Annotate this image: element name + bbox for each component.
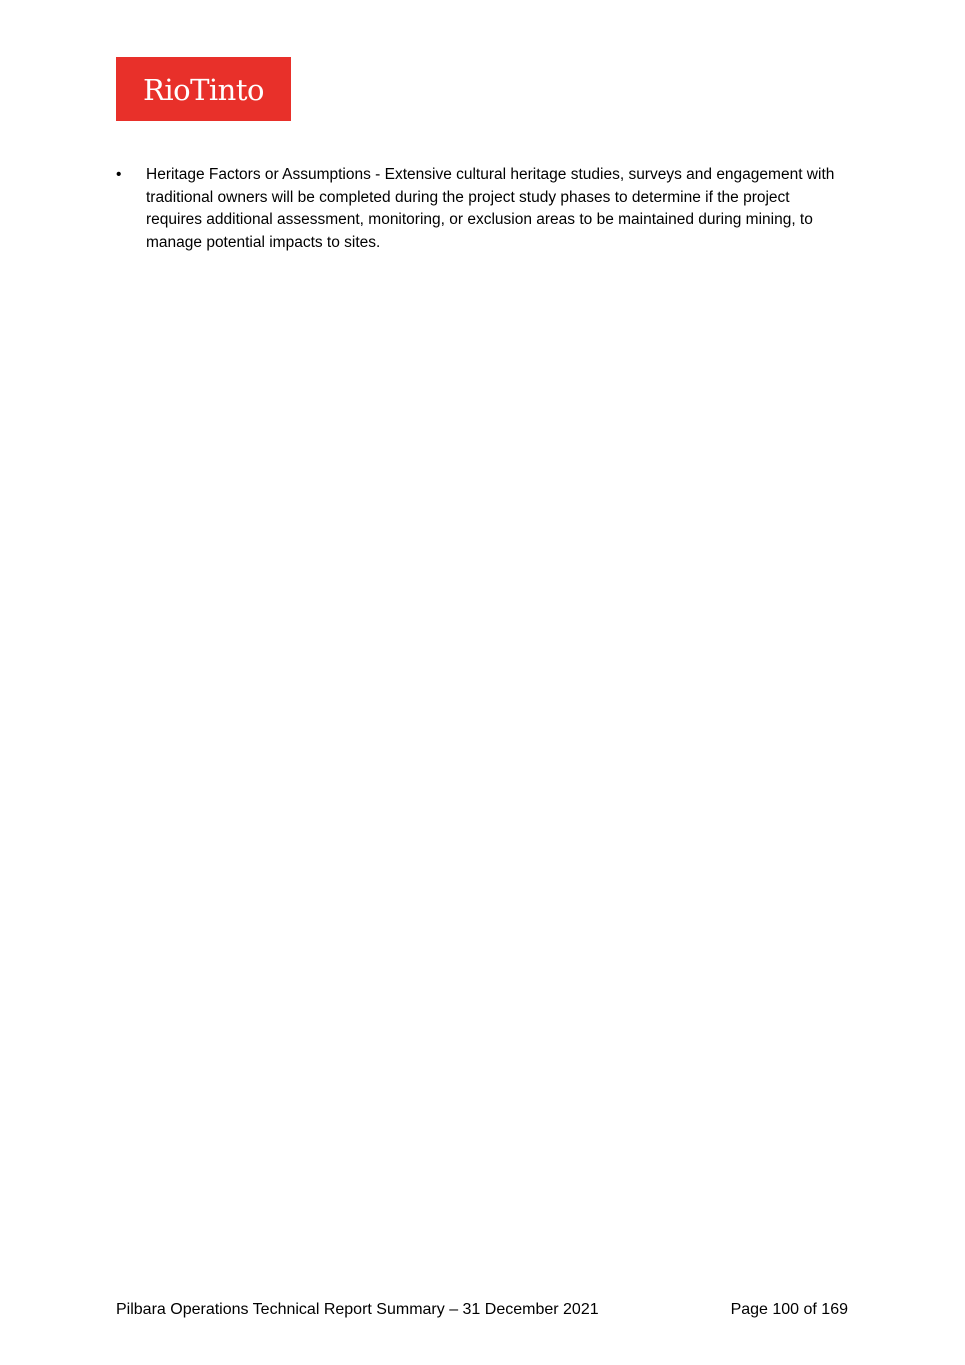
list-item	[116, 164, 846, 255]
page-footer	[116, 1298, 848, 1322]
bullet-icon: •	[116, 166, 122, 183]
footer-document-title: Pilbara Operations Technical Report Summary – 31 December 2021	[116, 1301, 599, 1318]
footer-page-number: Page 100 of 169	[730, 1301, 848, 1318]
rio-tinto-logo	[116, 57, 291, 121]
bullet-list	[116, 164, 846, 255]
logo-wordmark: RioTinto	[143, 72, 264, 107]
bullet-text: Heritage Factors or Assumptions - Extensive cultural heritage studies, surveys and engagement with traditional owners will be completed during the project study phases to determine if the project requires additional assessment, monitoring, or exclusion areas to be maintained during mining, to manage potential impacts to sites.	[146, 166, 835, 252]
